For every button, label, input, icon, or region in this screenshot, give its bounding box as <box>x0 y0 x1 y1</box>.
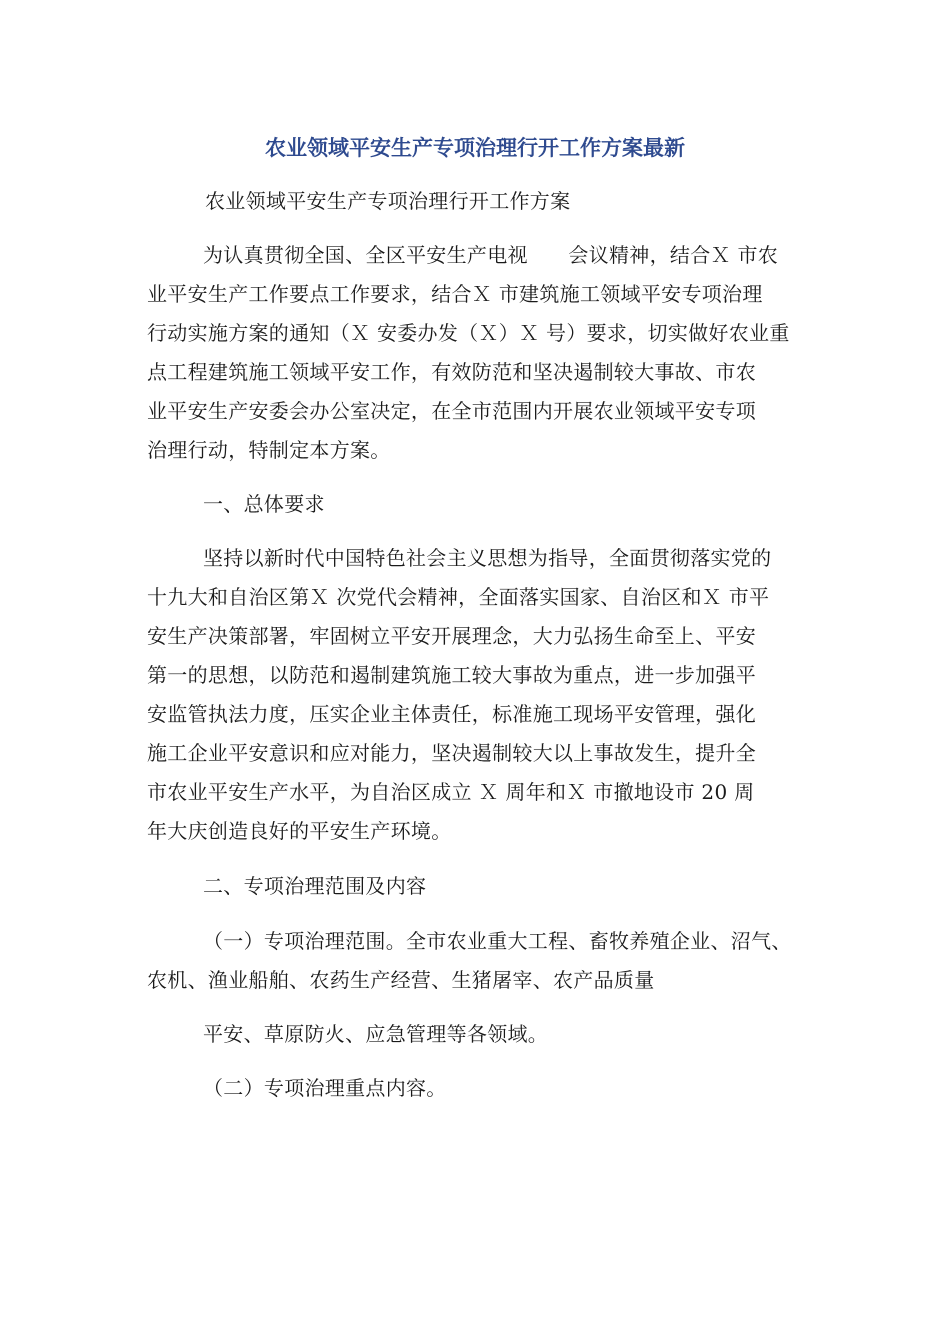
paragraph-line: 坚持以新时代中国特色社会主义思想为指导，全面贯彻落实党的 <box>203 546 772 570</box>
section-heading: 一、总体要求 <box>203 492 325 516</box>
paragraph-line: 第一的思想，以防范和遏制建筑施工较大事故为重点，进一步加强平 <box>147 663 756 687</box>
subsection-heading: （二）专项治理重点内容。 <box>203 1076 447 1100</box>
paragraph-line: 年大庆创造良好的平安生产环境。 <box>147 819 452 843</box>
paragraph-line: （一）专项治理范围。全市农业重大工程、畜牧养殖企业、沼气、 <box>203 929 792 953</box>
document-title: 农业领域平安生产专项治理行开工作方案最新 <box>265 136 685 160</box>
paragraph-line: 平安、草原防火、应急管理等各领域。 <box>203 1022 549 1046</box>
document-subtitle: 农业领域平安生产专项治理行开工作方案 <box>205 189 571 213</box>
section-heading: 二、专项治理范围及内容 <box>203 874 427 898</box>
paragraph-line: 业平安生产工作要点工作要求，结合Ｘ 市建筑施工领域平安专项治理 <box>147 282 763 306</box>
paragraph-line: 为认真贯彻全国、全区平安生产电视 会议精神，结合Ｘ 市农 <box>203 243 779 267</box>
paragraph-line: 安生产决策部署，牢固树立平安开展理念，大力弘扬生命至上、平安 <box>147 624 756 648</box>
paragraph-line: 治理行动，特制定本方案。 <box>147 438 391 462</box>
paragraph-line: 十九大和自治区第Ｘ 次党代会精神，全面落实国家、自治区和Ｘ 市平 <box>147 585 770 609</box>
paragraph-line: 市农业平安生产水平，为自治区成立 Ｘ 周年和Ｘ 市撤地设市 20 周 <box>147 780 755 804</box>
paragraph-line: 农机、渔业船舶、农药生产经营、生猪屠宰、农产品质量 <box>147 968 655 992</box>
paragraph-line: 行动实施方案的通知（Ｘ 安委办发（Ｘ）Ｘ 号）要求，切实做好农业重 <box>147 321 790 345</box>
paragraph-line: 点工程建筑施工领域平安工作，有效防范和坚决遏制较大事故、市农 <box>147 360 756 384</box>
paragraph-line: 施工企业平安意识和应对能力，坚决遏制较大以上事故发生，提升全 <box>147 741 756 765</box>
paragraph-line: 业平安生产安委会办公室决定，在全市范围内开展农业领域平安专项 <box>147 399 756 423</box>
paragraph-line: 安监管执法力度，压实企业主体责任，标准施工现场平安管理，强化 <box>147 702 756 726</box>
